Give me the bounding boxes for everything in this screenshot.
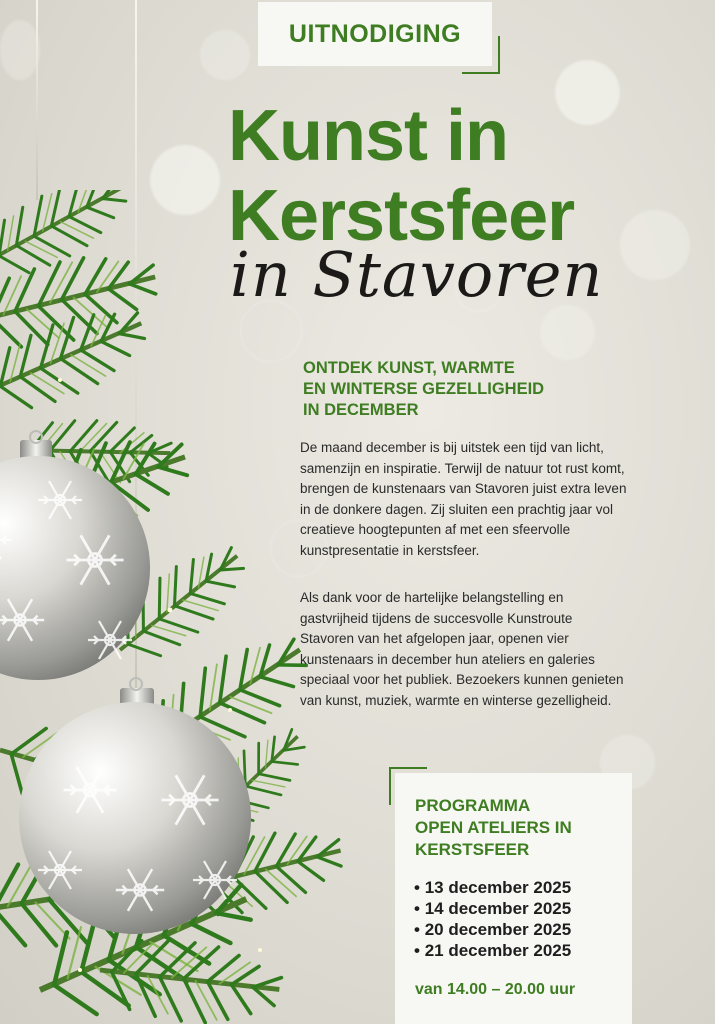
program-date: • 14 december 2025 bbox=[414, 898, 571, 919]
subheading-line-2: EN WINTERSE GEZELLIGHEID bbox=[303, 380, 545, 398]
program-line-1: PROGRAMMA bbox=[415, 796, 531, 815]
program-heading bbox=[415, 795, 615, 861]
program-line-2: OPEN ATELIERS IN bbox=[415, 818, 572, 837]
program-date: • 21 december 2025 bbox=[414, 940, 571, 961]
title-location: in Stavoren bbox=[230, 238, 604, 311]
invitation-label: UITNODIGING bbox=[288, 19, 462, 48]
ornament-string bbox=[36, 0, 38, 200]
title-line-1: Kunst in bbox=[228, 96, 508, 176]
program-date: • 20 december 2025 bbox=[414, 919, 571, 940]
bokeh-light bbox=[620, 210, 690, 280]
thanks-paragraph: Als dank voor de hartelijke belangstelling en gastvrijheid tijdens de succesvolle Kunstroute Stavoren van het afgelopen jaar, openen vier kunstenaars in december hun ateliers en galeries speciaal voor het publiek. Bezoekers kunnen genieten van kunst, muziek, warmte en winterse gezelligheid. bbox=[300, 590, 624, 708]
program-date: • 13 december 2025 bbox=[414, 877, 571, 898]
program-time: van 14.00 – 20.00 uur bbox=[415, 981, 576, 998]
program-line-3: KERSTSFEER bbox=[415, 840, 530, 859]
page-title bbox=[228, 96, 574, 256]
intro-paragraph: De maand december is bij uitstek een tijd van licht, samenzijn en inspiratie. Terwijl de natuur tot rust komt, brengen de kunstenaars van Stavoren juist extra leven in de donkere dagen. Zij sluiten een prachtig jaar vol creatieve hoogtepunten af met een sfeervolle kunstpresentatie in kerstsfeer. bbox=[300, 440, 627, 558]
corner-accent bbox=[462, 36, 500, 74]
section-heading bbox=[303, 358, 623, 421]
title-line-2: Kerstsfeer bbox=[228, 176, 575, 256]
subheading-line-3: IN DECEMBER bbox=[303, 401, 419, 419]
bokeh-light bbox=[0, 20, 40, 80]
bokeh-light bbox=[200, 30, 250, 80]
invitation-badge bbox=[258, 2, 492, 66]
program-panel bbox=[395, 773, 632, 1024]
subheading-line-1: ONTDEK KUNST, WARMTE bbox=[303, 359, 515, 377]
bokeh-light bbox=[540, 305, 595, 360]
program-dates bbox=[414, 877, 571, 961]
